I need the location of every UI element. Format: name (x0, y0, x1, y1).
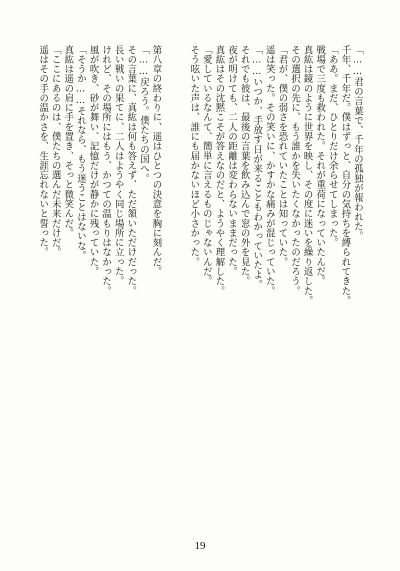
text-line: 「……君の言葉で、千年の孤独が報われた。 (352, 45, 363, 242)
text-line: 「愛しているなんて、簡単に言えるものじゃないんだ。 (200, 45, 212, 286)
text-line: 遥は笑った。その笑いに、かすかな痛みが混じっていた。 (263, 45, 275, 296)
text-line: 真紘はその沈黙こそが答えなのだと、ようやく理解した。 (213, 45, 225, 296)
text-line: 千年、千年だ。僕はずっと、自分の気持ちを縛られてきた。 (339, 45, 351, 306)
text-line: その言葉に、真紘は何も答えず、ただ頷いただけだった。 (125, 45, 137, 296)
text-line: そう呟いた声は、誰にも届かないほど小さかった。 (188, 45, 200, 267)
text-line: 「……戻ろう。僕たちの国へ。 (137, 45, 149, 184)
text-line: 戦場で三度も救われた。それが重荷になっていたんだ。 (314, 45, 326, 286)
text-line: けれど、その場所にはもう、かつての温もりはなかった。 (100, 45, 112, 296)
text-line: 長い戦いの果てに、二人はようやく同じ場所に立った。 (112, 45, 124, 286)
text-line: 真紘は遥の肩に手を置き、そっと微笑んだ。 (62, 45, 74, 238)
text-line: 風が吹き、砂が舞い、記憶だけが静かに残っていた。 (87, 45, 99, 277)
text-line: それでも彼は、最後の言葉を飲み込んで窓の外を見た。 (238, 45, 250, 286)
text-line: 「君が、僕の弱さを恐れていたことは知っていた。 (276, 45, 288, 267)
text-line: 「ああ。まだ、ひとりだけ余らせてしまった。 (326, 45, 338, 248)
text-line: 「……いつか、手放す日が来ることもわかっていたよ。 (251, 45, 263, 290)
text-line: 真紘は鏡のように世界を映し、その度に迷いを繰り返した。 (301, 45, 313, 306)
vertical-body-text (37, 45, 363, 525)
text-line: 第八章の終わりに、遥はひとつの決意を胸に刻んだ。 (150, 45, 162, 277)
text-line: その選択の先に、もう誰かを失いたくなかったのだろう。 (289, 45, 301, 296)
paragraph-break (174, 45, 187, 525)
text-line: 夜が明けても、二人の距離は変わらないままだった。 (226, 45, 238, 277)
text-line: 「そうか……それなら、もう迷うことはないな。 (74, 45, 86, 261)
text-line (162, 45, 175, 525)
text-line: 遥はその手の温かさを、生涯忘れないと誓った。 (37, 45, 49, 258)
page-number: 19 (194, 540, 206, 552)
text-line: 「ここにあるのは、僕たちの選んだ未来だけだ。 (49, 45, 61, 258)
